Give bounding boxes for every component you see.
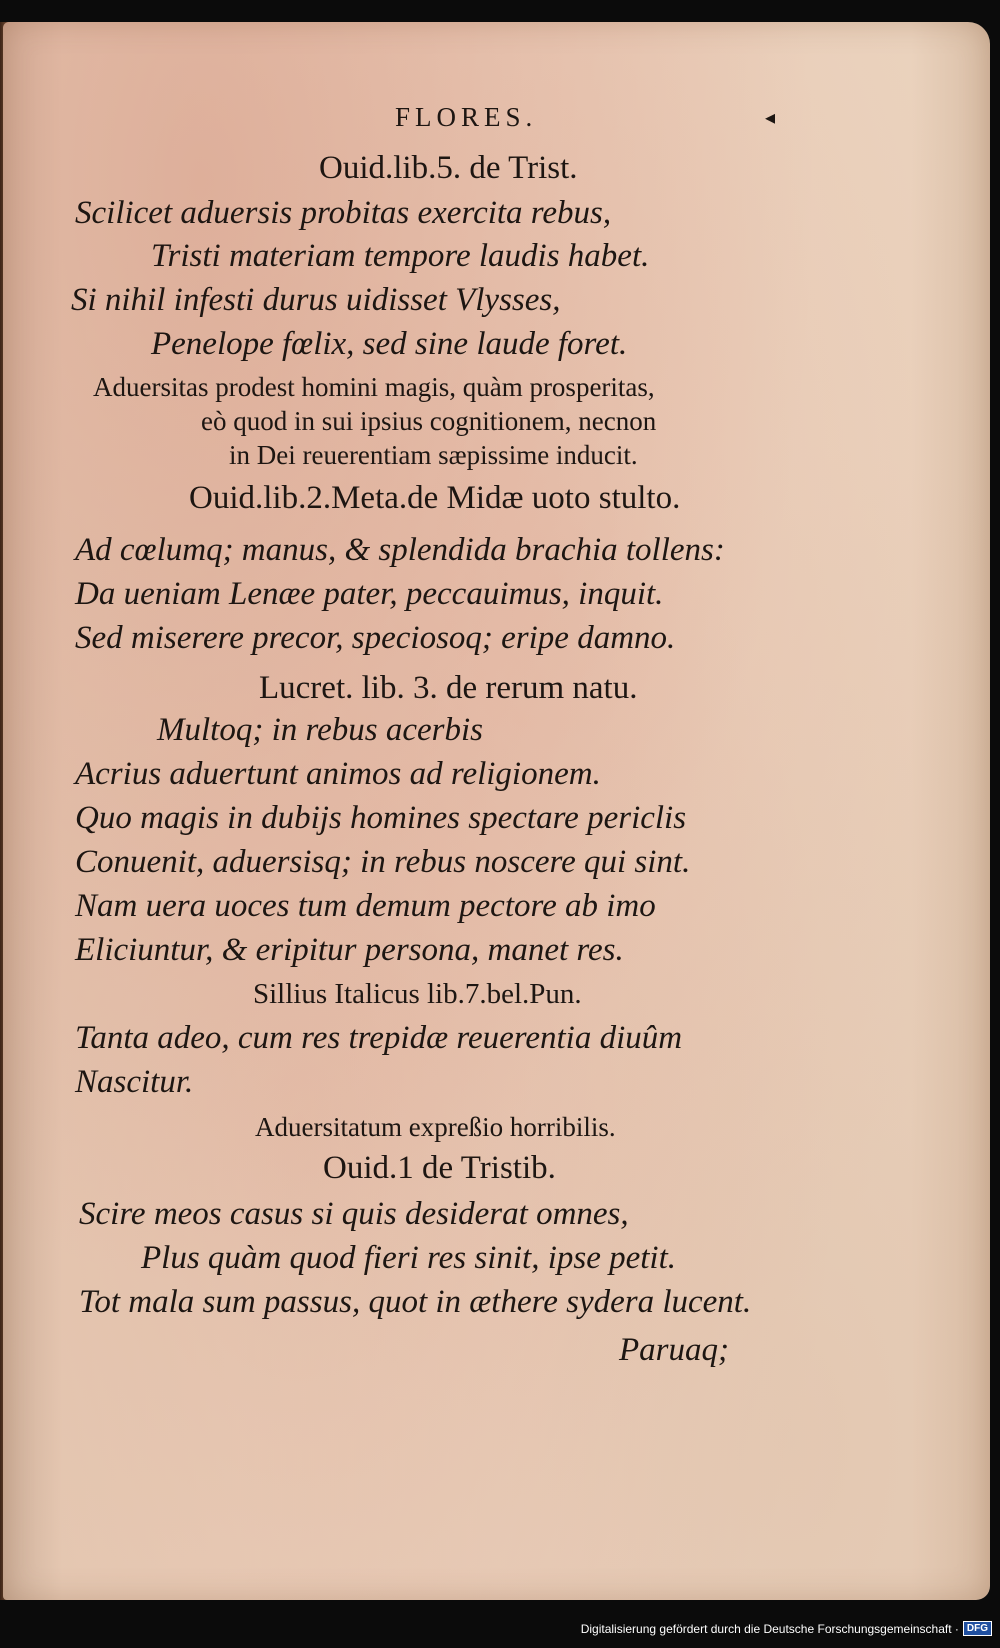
source-heading: Ouid.1 de Tristib. [323,1150,556,1186]
verse-line: Tot mala sum passus, quot in æthere sydera lucent. [79,1284,752,1320]
running-head: FLORES. [395,102,538,132]
verse-line: Nam uera uoces tum demum pectore ab imo [75,888,656,924]
verse-line: Eliciuntur, & eripitur persona, manet res. [75,932,624,968]
source-heading: Lucret. lib. 3. de rerum natu. [259,670,638,706]
prose-line: eò quod in sui ipsius cognitionem, necnon [201,406,657,436]
verse-line: Da ueniam Lenæe pater, peccauimus, inquit. [75,576,664,612]
dfg-logo: DFG [963,1621,992,1636]
verse-line: Si nihil infesti durus uidisset Vlysses, [71,282,561,318]
verse-line: Penelope fœlix, sed sine laude foret. [151,326,628,362]
digitization-credit [581,1621,992,1636]
page-mark: ◂ [765,107,776,129]
verse-line: Scilicet aduersis probitas exercita rebus, [75,195,612,231]
prose-line: in Dei reuerentiam sæpissime inducit. [229,440,638,470]
credit-text: Digitalisierung gefördert durch die Deutsche Forschungsgemeinschaft · [580,1621,959,1636]
book-page [3,22,990,1600]
verse-line: Tristi materiam tempore laudis habet. [151,238,650,274]
source-heading: Sillius Italicus lib.7.bel.Pun. [253,978,582,1010]
prose-line: Aduersitas prodest homini magis, quàm prosperitas, [93,372,655,402]
verse-line: Quo magis in dubijs homines spectare periclis [75,800,687,836]
verse-line: Scire meos casus si quis desiderat omnes, [79,1196,629,1232]
prose-line: Aduersitatum expreßio horribilis. [255,1112,616,1142]
verse-line: Acrius aduertunt animos ad religionem. [75,756,601,792]
verse-line: Nascitur. [75,1064,194,1100]
verse-line: Multoq; in rebus acerbis [157,712,483,748]
catchword: Paruaq; [619,1332,729,1368]
verse-line: Plus quàm quod fieri res sinit, ipse petit. [141,1240,677,1276]
verse-line: Sed miserere precor, speciosoq; eripe damno. [75,620,676,656]
verse-line: Tanta adeo, cum res trepidæ reuerentia diuûm [75,1020,683,1056]
source-heading: Ouid.lib.5. de Trist. [319,150,578,186]
source-heading: Ouid.lib.2.Meta.de Midæ uoto stulto. [189,480,681,516]
verse-line: Conuenit, aduersisq; in rebus noscere qui sint. [75,844,691,880]
verse-line: Ad cœlumq; manus, & splendida brachia tollens: [75,532,725,568]
